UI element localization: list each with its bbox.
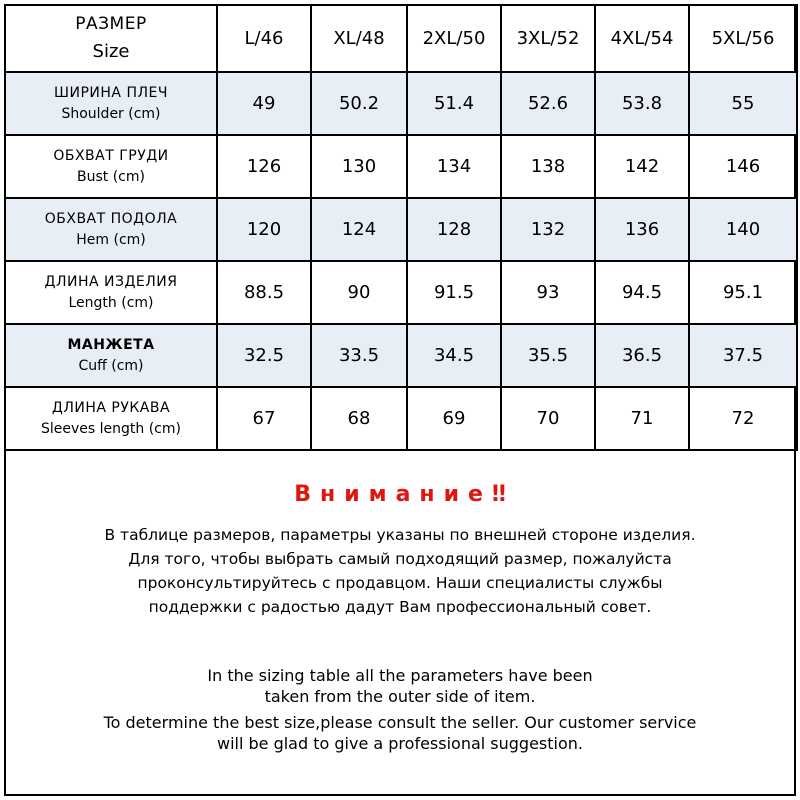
table-cell: 55 [689, 72, 797, 135]
row-label-en: Cuff (cm) [78, 357, 144, 374]
row-label-en: Hem (cm) [76, 231, 146, 248]
table-cell: 136 [595, 198, 689, 261]
size-column-header: L/46 [217, 5, 311, 72]
table-cell: 70 [501, 387, 595, 450]
table-row [5, 135, 797, 198]
table-cell: 37.5 [689, 324, 797, 387]
table-cell: 126 [217, 135, 311, 198]
row-label [5, 198, 217, 261]
attention-title: Внимание [294, 482, 492, 507]
table-cell: 33.5 [311, 324, 407, 387]
size-label-ru: РАЗМЕР [75, 14, 147, 35]
size-header-row [5, 5, 797, 72]
table-cell: 69 [407, 387, 501, 450]
table-cell: 71 [595, 387, 689, 450]
size-column-header: 2XL/50 [407, 5, 501, 72]
size-header-label [5, 5, 217, 72]
notice-line: проконсультируйтесь с продавцом. Наши специалисты службы [137, 574, 663, 592]
table-cell: 138 [501, 135, 595, 198]
notice-section [4, 452, 796, 754]
row-label [5, 135, 217, 198]
table-cell: 134 [407, 135, 501, 198]
table-cell: 34.5 [407, 324, 501, 387]
row-label-ru: ШИРИНА ПЛЕЧ [54, 84, 168, 101]
attention-heading [4, 482, 796, 507]
table-cell: 95.1 [689, 261, 797, 324]
size-column-header: XL/48 [311, 5, 407, 72]
notice-line: taken from the outer side of item. [264, 687, 536, 706]
row-label-en: Shoulder (cm) [61, 105, 161, 122]
double-exclamation-icon: ‼ [491, 482, 506, 507]
table-cell: 132 [501, 198, 595, 261]
table-row [5, 72, 797, 135]
size-column-header: 3XL/52 [501, 5, 595, 72]
notice-text-en [4, 665, 796, 754]
table-cell: 130 [311, 135, 407, 198]
table-row [5, 261, 797, 324]
row-label [5, 387, 217, 450]
notice-text-ru [4, 523, 796, 619]
notice-line: поддержки с радостью дадут Вам профессиональный совет. [148, 598, 652, 616]
table-cell: 90 [311, 261, 407, 324]
table-cell: 124 [311, 198, 407, 261]
table-cell: 67 [217, 387, 311, 450]
table-cell: 53.8 [595, 72, 689, 135]
row-label-ru: ОБХВАТ ГРУДИ [53, 147, 169, 164]
table-cell: 142 [595, 135, 689, 198]
notice-line: will be glad to give a professional suggestion. [216, 734, 583, 753]
table-cell: 93 [501, 261, 595, 324]
row-label [5, 72, 217, 135]
row-label-ru: ДЛИНА ИЗДЕЛИЯ [44, 273, 178, 290]
row-label-ru: ДЛИНА РУКАВА [51, 399, 171, 416]
table-cell: 120 [217, 198, 311, 261]
row-label-ru: МАНЖЕТА [67, 336, 155, 353]
table-cell: 91.5 [407, 261, 501, 324]
size-label-en: Size [92, 40, 130, 62]
row-label-ru: ОБХВАТ ПОДОЛА [44, 210, 178, 227]
notice-line: To determine the best size,please consult the seller. Our customer service [103, 713, 697, 732]
size-column-header: 4XL/54 [595, 5, 689, 72]
table-cell: 94.5 [595, 261, 689, 324]
notice-line: In the sizing table all the parameters have been [207, 666, 593, 685]
table-cell: 128 [407, 198, 501, 261]
table-row [5, 387, 797, 450]
table-cell: 52.6 [501, 72, 595, 135]
size-table [4, 4, 798, 451]
row-label [5, 261, 217, 324]
table-cell: 49 [217, 72, 311, 135]
row-label-en: Sleeves length (cm) [41, 420, 181, 437]
table-cell: 32.5 [217, 324, 311, 387]
row-label-en: Bust (cm) [77, 168, 145, 185]
table-cell: 72 [689, 387, 797, 450]
table-cell: 51.4 [407, 72, 501, 135]
table-cell: 36.5 [595, 324, 689, 387]
notice-line: В таблице размеров, параметры указаны по внешней стороне изделия. [104, 526, 696, 544]
size-column-header: 5XL/56 [689, 5, 797, 72]
table-cell: 88.5 [217, 261, 311, 324]
notice-line: Для того, чтобы выбрать самый подходящий размер, пожалуйста [128, 550, 672, 568]
table-cell: 146 [689, 135, 797, 198]
table-cell: 35.5 [501, 324, 595, 387]
table-cell: 68 [311, 387, 407, 450]
row-label [5, 324, 217, 387]
row-label-en: Length (cm) [68, 294, 154, 311]
table-cell: 50.2 [311, 72, 407, 135]
table-row [5, 198, 797, 261]
table-row [5, 324, 797, 387]
table-cell: 140 [689, 198, 797, 261]
